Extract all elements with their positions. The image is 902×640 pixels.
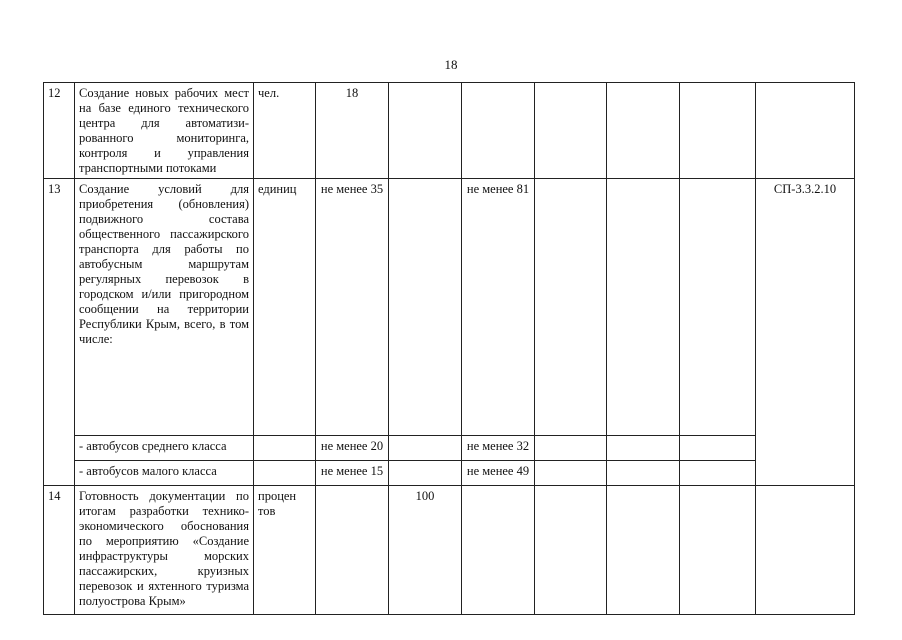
program-code-cell: СП-3.3.2.10 <box>756 179 855 486</box>
row-number: 12 <box>44 83 75 179</box>
indicator-description: Готовность документации по итогам разработки технико-экономического обоснования по мероприятию «Создание инфраструктуры морских пассажирских, круизных перевозок и яхтенного туризма полуострова Крым» <box>75 486 254 615</box>
program-code-cell <box>756 486 855 615</box>
table-row <box>44 179 855 436</box>
value-cell <box>607 461 680 486</box>
value-cell <box>316 486 389 615</box>
value-cell <box>680 83 756 179</box>
subitem-description: - автобусов среднего класса <box>75 436 254 461</box>
unit-cell <box>254 436 316 461</box>
value-cell: не менее 35 <box>316 179 389 436</box>
table-row <box>44 436 855 461</box>
value-cell <box>389 83 462 179</box>
value-cell <box>607 179 680 436</box>
unit-cell: процен тов <box>254 486 316 615</box>
value-cell <box>607 83 680 179</box>
value-cell <box>535 486 607 615</box>
value-cell <box>680 436 756 461</box>
value-cell: не менее 20 <box>316 436 389 461</box>
page-number: 18 <box>444 57 458 72</box>
unit-cell <box>254 461 316 486</box>
value-cell <box>389 179 462 436</box>
value-cell <box>389 436 462 461</box>
table-row <box>44 83 855 179</box>
value-cell <box>389 461 462 486</box>
value-cell: не менее 32 <box>462 436 535 461</box>
value-cell <box>680 179 756 436</box>
value-cell <box>535 83 607 179</box>
unit-cell: единиц <box>254 179 316 436</box>
value-cell <box>607 436 680 461</box>
table-row <box>44 461 855 486</box>
value-cell <box>462 83 535 179</box>
value-cell <box>462 486 535 615</box>
value-cell <box>535 436 607 461</box>
row-number: 14 <box>44 486 75 615</box>
value-cell: не менее 49 <box>462 461 535 486</box>
value-cell: не менее 15 <box>316 461 389 486</box>
value-cell <box>607 486 680 615</box>
indicator-description: Создание условий для приобретения (обновления) подвижного состава общественного пассажирского транспорта для работы по автобусным маршрутам регулярных перевозок в городском и/или пригородном сообщении на территории Республики Крым, всего, в том числе: <box>75 179 254 436</box>
indicator-description: Создание новых рабочих мест на базе единого технического центра для автоматизи-рованного мониторинга, контроля и управления транспортными потоками <box>75 83 254 179</box>
table-row <box>44 486 855 615</box>
subitem-description: - автобусов малого класса <box>75 461 254 486</box>
row-number: 13 <box>44 179 75 486</box>
value-cell: не менее 81 <box>462 179 535 436</box>
program-code-cell <box>756 83 855 179</box>
value-cell <box>680 486 756 615</box>
value-cell <box>680 461 756 486</box>
unit-cell: чел. <box>254 83 316 179</box>
value-cell: 18 <box>316 83 389 179</box>
value-cell <box>535 179 607 436</box>
value-cell <box>535 461 607 486</box>
indicators-table <box>43 82 855 615</box>
value-cell: 100 <box>389 486 462 615</box>
